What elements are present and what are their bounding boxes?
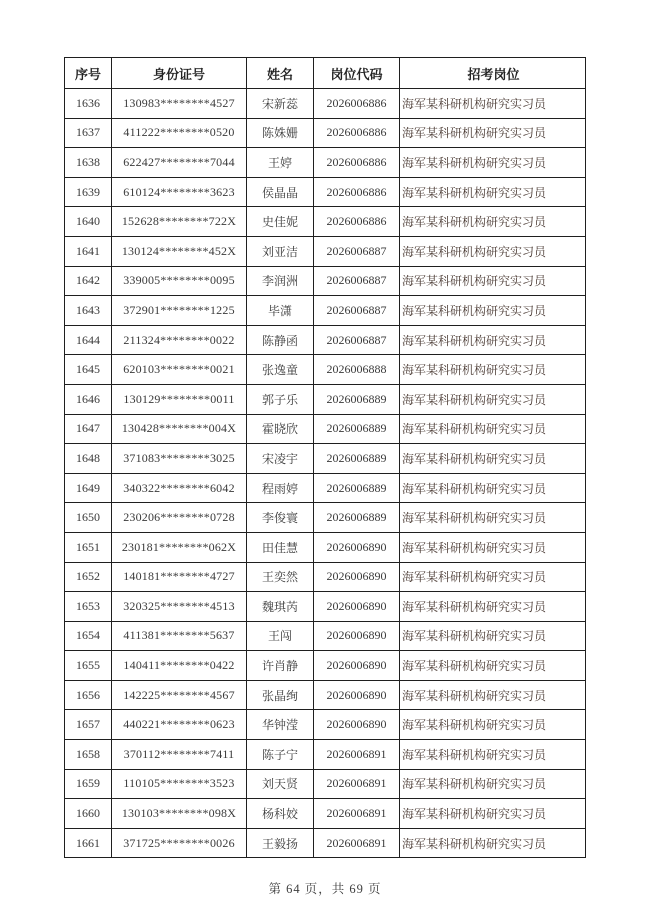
cell-id: 110105********3523 [112,769,247,799]
table-row [65,118,586,148]
cell-code: 2026006887 [314,266,400,296]
table-row [65,592,586,622]
cell-code: 2026006890 [314,680,400,710]
cell-id: 620103********0021 [112,355,247,385]
cell-name: 杨科姣 [247,799,314,829]
cell-no: 1656 [65,680,112,710]
table-row [65,148,586,178]
table-row [65,680,586,710]
cell-no: 1641 [65,236,112,266]
cell-name: 张逸童 [247,355,314,385]
column-header-name: 姓名 [247,58,314,89]
cell-name: 陈静函 [247,325,314,355]
cell-position: 海军某科研机构研究实习员 [400,266,586,296]
cell-no: 1649 [65,473,112,503]
cell-name: 刘天贤 [247,769,314,799]
table-row [65,325,586,355]
cell-code: 2026006886 [314,89,400,119]
cell-no: 1659 [65,769,112,799]
cell-no: 1636 [65,89,112,119]
cell-name: 王婷 [247,148,314,178]
cell-no: 1648 [65,444,112,474]
cell-name: 程雨婷 [247,473,314,503]
table-row [65,296,586,326]
cell-name: 许肖静 [247,651,314,681]
cell-position: 海军某科研机构研究实习员 [400,414,586,444]
cell-id: 440221********0623 [112,710,247,740]
table-row [65,384,586,414]
cell-code: 2026006890 [314,651,400,681]
cell-position: 海军某科研机构研究实习员 [400,296,586,326]
cell-code: 2026006890 [314,532,400,562]
cell-no: 1646 [65,384,112,414]
table-body [65,89,586,858]
cell-code: 2026006887 [314,236,400,266]
cell-position: 海军某科研机构研究实习员 [400,799,586,829]
cell-no: 1650 [65,503,112,533]
table-row [65,828,586,858]
cell-position: 海军某科研机构研究实习员 [400,89,586,119]
cell-name: 刘亚洁 [247,236,314,266]
cell-no: 1640 [65,207,112,237]
cell-position: 海军某科研机构研究实习员 [400,651,586,681]
cell-id: 371725********0026 [112,828,247,858]
cell-id: 411381********5637 [112,621,247,651]
cell-name: 王毅扬 [247,828,314,858]
table-row [65,236,586,266]
table-row [65,503,586,533]
cell-name: 宋凌宇 [247,444,314,474]
cell-name: 霍晓欣 [247,414,314,444]
cell-id: 610124********3623 [112,177,247,207]
cell-id: 142225********4567 [112,680,247,710]
table-row [65,769,586,799]
cell-code: 2026006889 [314,444,400,474]
cell-position: 海军某科研机构研究实习员 [400,532,586,562]
cell-position: 海军某科研机构研究实习员 [400,828,586,858]
cell-position: 海军某科研机构研究实习员 [400,592,586,622]
table-row [65,740,586,770]
cell-no: 1647 [65,414,112,444]
cell-code: 2026006890 [314,621,400,651]
cell-name: 毕潇 [247,296,314,326]
cell-position: 海军某科研机构研究实习员 [400,236,586,266]
cell-position: 海军某科研机构研究实习员 [400,325,586,355]
cell-id: 140181********4727 [112,562,247,592]
column-header-no: 序号 [65,58,112,89]
cell-name: 李润洲 [247,266,314,296]
cell-name: 魏琪芮 [247,592,314,622]
cell-name: 陈子宁 [247,740,314,770]
table-row [65,355,586,385]
cell-code: 2026006886 [314,177,400,207]
table-row [65,562,586,592]
cell-id: 371083********3025 [112,444,247,474]
cell-no: 1661 [65,828,112,858]
cell-no: 1645 [65,355,112,385]
cell-position: 海军某科研机构研究实习员 [400,355,586,385]
table-row [65,532,586,562]
cell-code: 2026006889 [314,384,400,414]
cell-name: 王闯 [247,621,314,651]
cell-position: 海军某科研机构研究实习员 [400,710,586,740]
cell-name: 王奕然 [247,562,314,592]
cell-no: 1643 [65,296,112,326]
table-header [65,58,586,89]
cell-id: 372901********1225 [112,296,247,326]
recruitment-table [64,57,586,858]
cell-name: 宋新蕊 [247,89,314,119]
cell-id: 411222********0520 [112,118,247,148]
cell-name: 张晶绚 [247,680,314,710]
cell-code: 2026006886 [314,118,400,148]
cell-id: 339005********0095 [112,266,247,296]
cell-position: 海军某科研机构研究实习员 [400,444,586,474]
cell-position: 海军某科研机构研究实习员 [400,769,586,799]
cell-position: 海军某科研机构研究实习员 [400,562,586,592]
cell-code: 2026006889 [314,414,400,444]
cell-no: 1638 [65,148,112,178]
cell-position: 海军某科研机构研究实习员 [400,621,586,651]
cell-id: 320325********4513 [112,592,247,622]
cell-id: 230181********062X [112,532,247,562]
cell-no: 1642 [65,266,112,296]
cell-name: 史佳妮 [247,207,314,237]
cell-no: 1660 [65,799,112,829]
cell-position: 海军某科研机构研究实习员 [400,118,586,148]
cell-code: 2026006890 [314,592,400,622]
table-row [65,207,586,237]
cell-no: 1658 [65,740,112,770]
cell-no: 1644 [65,325,112,355]
cell-id: 340322********6042 [112,473,247,503]
cell-id: 130124********452X [112,236,247,266]
cell-no: 1653 [65,592,112,622]
cell-position: 海军某科研机构研究实习员 [400,207,586,237]
cell-code: 2026006890 [314,710,400,740]
table-row [65,89,586,119]
table-row [65,621,586,651]
cell-code: 2026006891 [314,828,400,858]
cell-id: 130129********0011 [112,384,247,414]
cell-id: 152628********722X [112,207,247,237]
cell-code: 2026006891 [314,769,400,799]
cell-code: 2026006890 [314,562,400,592]
column-header-position: 招考岗位 [400,58,586,89]
table-row [65,414,586,444]
cell-position: 海军某科研机构研究实习员 [400,384,586,414]
cell-no: 1655 [65,651,112,681]
table-row [65,473,586,503]
cell-position: 海军某科研机构研究实习员 [400,148,586,178]
cell-code: 2026006889 [314,473,400,503]
cell-position: 海军某科研机构研究实习员 [400,680,586,710]
cell-code: 2026006888 [314,355,400,385]
header-row [65,58,586,89]
cell-code: 2026006889 [314,503,400,533]
table-row [65,177,586,207]
cell-no: 1654 [65,621,112,651]
cell-no: 1637 [65,118,112,148]
cell-name: 田佳慧 [247,532,314,562]
cell-position: 海军某科研机构研究实习员 [400,177,586,207]
cell-no: 1657 [65,710,112,740]
cell-id: 211324********0022 [112,325,247,355]
cell-position: 海军某科研机构研究实习员 [400,473,586,503]
cell-code: 2026006887 [314,296,400,326]
cell-name: 陈姝姗 [247,118,314,148]
cell-no: 1651 [65,532,112,562]
cell-id: 140411********0422 [112,651,247,681]
cell-code: 2026006887 [314,325,400,355]
cell-no: 1639 [65,177,112,207]
cell-position: 海军某科研机构研究实习员 [400,740,586,770]
cell-name: 侯晶晶 [247,177,314,207]
column-header-code: 岗位代码 [314,58,400,89]
cell-code: 2026006891 [314,799,400,829]
cell-id: 370112********7411 [112,740,247,770]
table-row [65,799,586,829]
cell-name: 李俊寰 [247,503,314,533]
cell-code: 2026006886 [314,207,400,237]
table-row [65,444,586,474]
table-row [65,651,586,681]
cell-no: 1652 [65,562,112,592]
cell-code: 2026006891 [314,740,400,770]
cell-id: 130983********4527 [112,89,247,119]
cell-id: 130428********004X [112,414,247,444]
cell-name: 郭子乐 [247,384,314,414]
cell-name: 华钟滢 [247,710,314,740]
cell-id: 622427********7044 [112,148,247,178]
cell-id: 130103********098X [112,799,247,829]
table-row [65,710,586,740]
cell-code: 2026006886 [314,148,400,178]
cell-position: 海军某科研机构研究实习员 [400,503,586,533]
cell-id: 230206********0728 [112,503,247,533]
column-header-id: 身份证号 [112,58,247,89]
table-row [65,266,586,296]
page-number-footer: 第 64 页，共 69 页 [268,882,382,896]
